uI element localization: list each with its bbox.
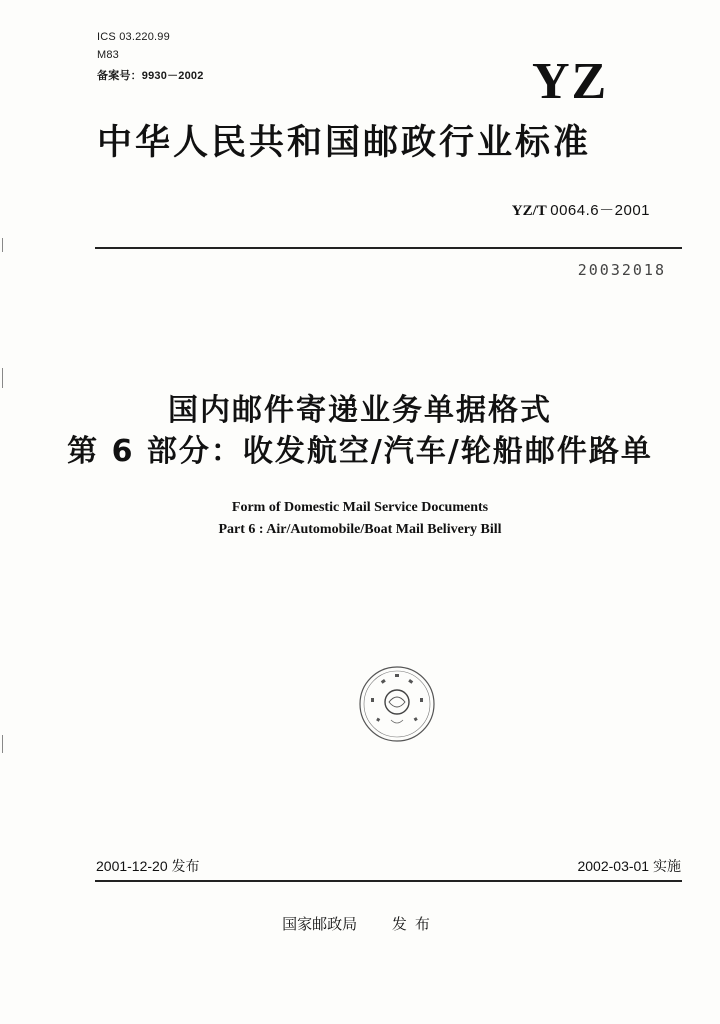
publisher-action: 发布 [391,915,438,933]
publisher-line [0,913,720,934]
document-title-cn-line2: 第 6 部分：收发航空/汽车/轮船邮件路单 [67,434,653,469]
document-title-cn-line1: 国内邮件寄递业务单据格式 [168,393,552,428]
ics-code: ICS 03.220.99 [97,31,170,43]
standard-number [512,199,650,220]
classification-code: M83 [97,49,119,61]
scan-artifact [2,368,3,388]
issue-date: 2001-12-20 发布 [96,858,200,874]
header-divider [95,247,682,249]
footer-divider [95,880,682,882]
stamp-number: 20032018 [577,261,666,279]
registration-number: 备案号：9930－2002 [97,70,204,82]
implementation-date: 2002-03-01 实施 [577,858,681,874]
document-title-en-line2: Part 6 : Air/Automobile/Boat Mail Belivery Bill [218,522,502,537]
document-title-en-line1: Form of Domestic Mail Service Documents [231,500,489,515]
scan-artifact [2,735,3,753]
standard-number-prefix: YZ/T [511,203,547,219]
publisher-name: 国家邮政局 [282,915,358,933]
library-seal-icon [357,664,437,744]
standard-title: 中华人民共和国邮政行业标准 [97,123,592,163]
scan-artifact [2,238,3,252]
yz-logo: YZ [532,53,609,110]
standard-number-value: 0064.6－2001 [550,202,650,219]
